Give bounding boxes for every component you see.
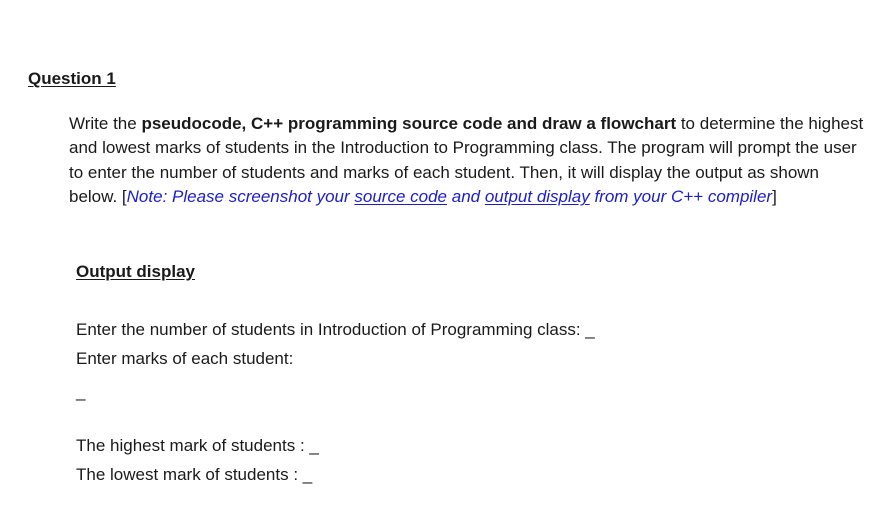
question-bold-requirements: pseudocode, C++ programming source code and draw a flowchart	[141, 114, 677, 133]
question-body: to determine the highest and lowest marks of students in the Introduction to Programming class. The program will prompt the user to enter the number of students and marks of each student. Then, it will display the output as shown below. [	[69, 114, 864, 207]
output-line-highest-mark: The highest mark of students : _	[76, 436, 319, 455]
output-line-lowest-mark: The lowest mark of students : _	[76, 465, 313, 484]
note-output-display: output display	[484, 187, 590, 207]
note-mid: and	[447, 187, 485, 207]
output-line-enter-marks: Enter marks of each student:	[76, 349, 294, 368]
output-line-marks-placeholder: _	[76, 382, 86, 401]
output-line-number-of-students: Enter the number of students in Introduction of Programming class: _	[76, 320, 595, 339]
note-end: from your C++ compiler	[589, 187, 773, 207]
question-intro: Write the	[69, 114, 142, 133]
output-display-title: Output display	[76, 262, 195, 281]
note-source-code: source code	[354, 187, 448, 207]
note	[127, 187, 772, 206]
note-start: Note: Please screenshot your	[126, 187, 355, 207]
question-title: Question 1	[28, 69, 116, 88]
note-closing-bracket: ]	[772, 187, 777, 207]
question-paragraph	[69, 112, 869, 210]
